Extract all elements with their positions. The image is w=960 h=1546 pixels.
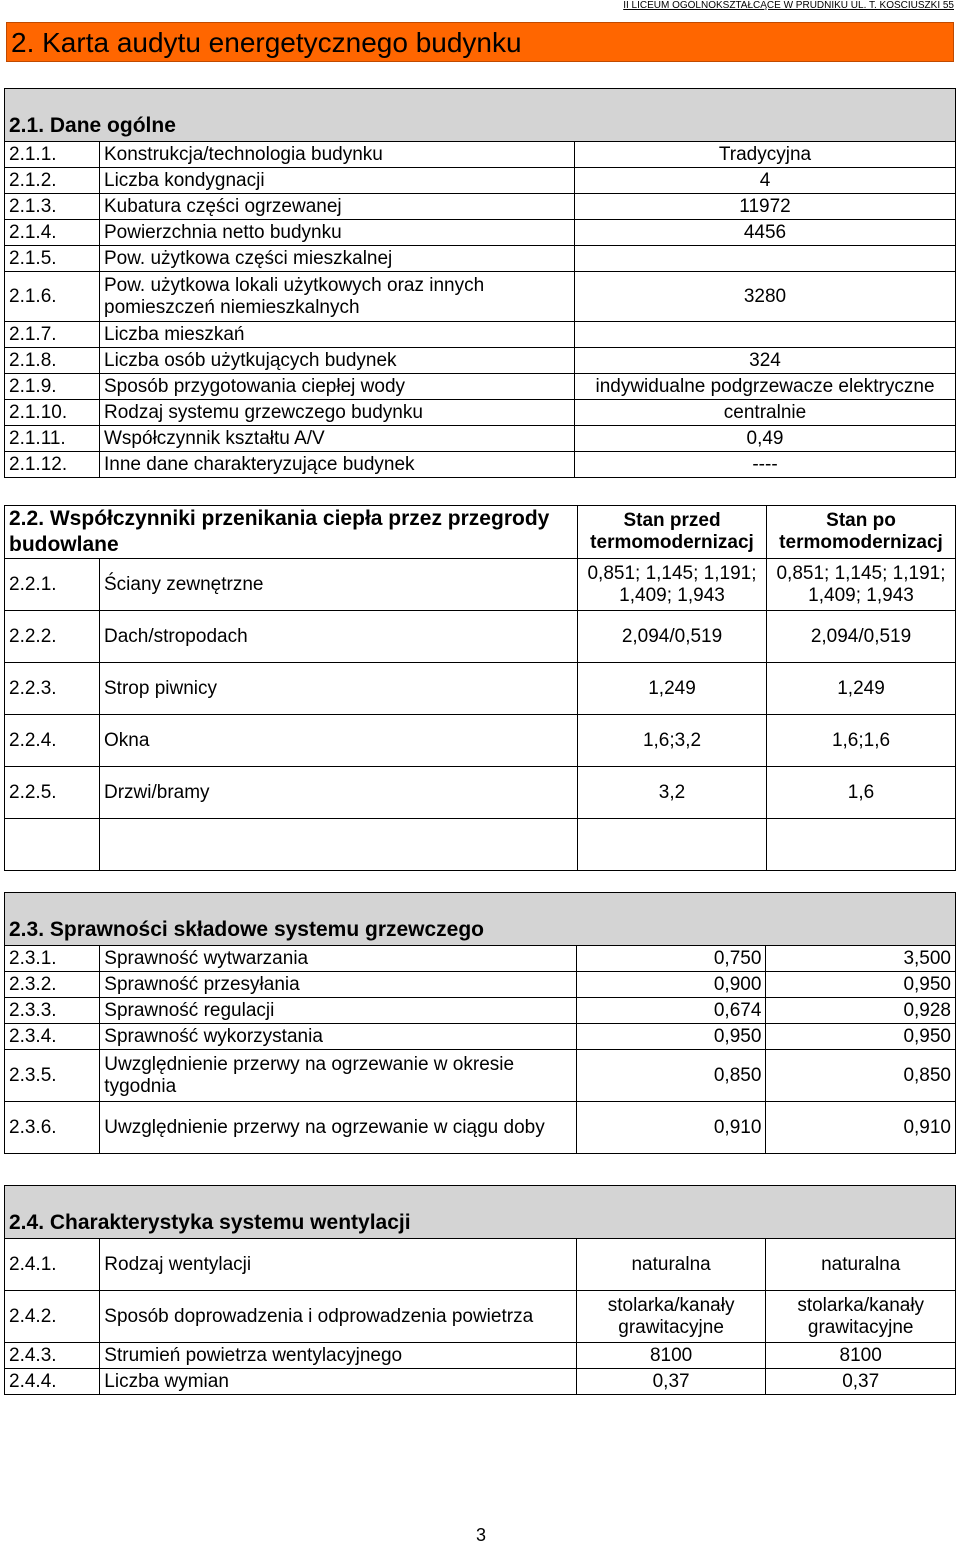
row-label: Inne dane charakteryzujące budynek (100, 452, 575, 478)
page-title: 2. Karta audytu energetycznego budynku (11, 27, 522, 58)
heat-transfer-table (4, 505, 956, 871)
empty-cell (767, 819, 956, 871)
section-title: 2.1. Dane ogólne (5, 89, 956, 142)
row-label: Dach/stropodach (100, 611, 578, 663)
value-before: 0,37 (576, 1369, 766, 1395)
value-after: 0,37 (766, 1369, 956, 1395)
row-label: Sposób przygotowania ciepłej wody (100, 374, 575, 400)
row-number: 2.2.5. (5, 767, 100, 819)
value-before: naturalna (576, 1239, 766, 1291)
row-label: Konstrukcja/technologia budynku (100, 142, 575, 168)
row-label: Powierzchnia netto budynku (100, 220, 575, 246)
row-value: 0,49 (575, 426, 956, 452)
row-number: 2.2.2. (5, 611, 100, 663)
row-number: 2.2.1. (5, 559, 100, 611)
row-label: Okna (100, 715, 578, 767)
row-label: Liczba wymian (100, 1369, 577, 1395)
value-before: 0,900 (576, 972, 766, 998)
row-number: 2.3.1. (5, 946, 100, 972)
row-label: Kubatura części ogrzewanej (100, 194, 575, 220)
row-value: 3280 (575, 272, 956, 322)
value-before: 3,2 (578, 767, 767, 819)
section-title: 2.3. Sprawności składowe systemu grzewczego (5, 893, 956, 946)
row-number: 2.3.4. (5, 1024, 100, 1050)
row-value: 4456 (575, 220, 956, 246)
ventilation-table (4, 1185, 956, 1395)
value-before: 0,674 (576, 998, 766, 1024)
row-label: Pow. użytkowa części mieszkalnej (100, 246, 575, 272)
row-number: 2.1.2. (5, 168, 100, 194)
value-before: 0,910 (576, 1102, 766, 1154)
value-after: 1,249 (767, 663, 956, 715)
row-number: 2.3.6. (5, 1102, 100, 1154)
row-number: 2.3.3. (5, 998, 100, 1024)
row-number: 2.1.9. (5, 374, 100, 400)
value-after: 0,950 (766, 972, 956, 998)
value-after: 2,094/0,519 (767, 611, 956, 663)
value-after: 1,6;1,6 (767, 715, 956, 767)
section-title: 2.4. Charakterystyka systemu wentylacji (5, 1186, 956, 1239)
value-before: 2,094/0,519 (578, 611, 767, 663)
row-value: ---- (575, 452, 956, 478)
general-data-table (4, 88, 956, 478)
row-label: Drzwi/bramy (100, 767, 578, 819)
row-label: Uwzględnienie przerwy na ogrzewanie w okresie tygodnia (100, 1050, 577, 1102)
row-number: 2.2.4. (5, 715, 100, 767)
value-after: 8100 (766, 1343, 956, 1369)
row-label: Współczynnik kształtu A/V (100, 426, 575, 452)
row-number: 2.1.6. (5, 272, 100, 322)
row-label: Pow. użytkowa lokali użytkowych oraz innych pomieszczeń niemieszkalnych (100, 272, 575, 322)
column-header-before: Stan przed termomodernizacj (578, 506, 767, 559)
row-number: 2.2.3. (5, 663, 100, 715)
row-number: 2.3.5. (5, 1050, 100, 1102)
row-label: Sposób doprowadzenia i odprowadzenia powietrza (100, 1291, 577, 1343)
value-before: 8100 (576, 1343, 766, 1369)
empty-cell (5, 819, 100, 871)
value-before: stolarka/kanały grawitacyjne (576, 1291, 766, 1343)
value-after: stolarka/kanały grawitacyjne (766, 1291, 956, 1343)
value-after: 0,850 (766, 1050, 956, 1102)
column-header-after: Stan po termomodernizacj (767, 506, 956, 559)
value-after: 0,851; 1,145; 1,191; 1,409; 1,943 (767, 559, 956, 611)
value-before: 0,851; 1,145; 1,191; 1,409; 1,943 (578, 559, 767, 611)
row-number: 2.4.3. (5, 1343, 100, 1369)
row-label: Sprawność przesyłania (100, 972, 577, 998)
value-after: 0,910 (766, 1102, 956, 1154)
value-before: 0,950 (576, 1024, 766, 1050)
row-label: Rodzaj systemu grzewczego budynku (100, 400, 575, 426)
row-number: 2.1.7. (5, 322, 100, 348)
value-before: 0,750 (576, 946, 766, 972)
empty-cell (100, 819, 578, 871)
document-header: II LICEUM OGÓLNOKSZTAŁCĄCE W PRUDNIKU UL. T. KOŚCIUSZKI 55 (623, 0, 954, 11)
value-after: 3,500 (766, 946, 956, 972)
row-number: 2.4.1. (5, 1239, 100, 1291)
row-number: 2.4.4. (5, 1369, 100, 1395)
empty-cell (578, 819, 767, 871)
row-number: 2.1.4. (5, 220, 100, 246)
title-banner (6, 22, 954, 62)
row-number: 2.1.5. (5, 246, 100, 272)
row-value (575, 322, 956, 348)
heating-efficiency-table (4, 892, 956, 1154)
value-after: naturalna (766, 1239, 956, 1291)
value-before: 0,850 (576, 1050, 766, 1102)
row-number: 2.1.12. (5, 452, 100, 478)
row-number: 2.4.2. (5, 1291, 100, 1343)
row-label: Uwzględnienie przerwy na ogrzewanie w ciągu doby (100, 1102, 577, 1154)
row-label: Liczba osób użytkujących budynek (100, 348, 575, 374)
row-number: 2.1.10. (5, 400, 100, 426)
row-value: 4 (575, 168, 956, 194)
row-value: centralnie (575, 400, 956, 426)
row-value: 324 (575, 348, 956, 374)
row-label: Ściany zewnętrzne (100, 559, 578, 611)
row-number: 2.1.11. (5, 426, 100, 452)
row-label: Sprawność wykorzystania (100, 1024, 577, 1050)
row-number: 2.1.8. (5, 348, 100, 374)
row-label: Sprawność regulacji (100, 998, 577, 1024)
value-before: 1,249 (578, 663, 767, 715)
row-label: Strop piwnicy (100, 663, 578, 715)
row-value: Tradycyjna (575, 142, 956, 168)
value-after: 0,950 (766, 1024, 956, 1050)
value-before: 1,6;3,2 (578, 715, 767, 767)
row-label: Liczba mieszkań (100, 322, 575, 348)
value-after: 0,928 (766, 998, 956, 1024)
row-number: 2.1.1. (5, 142, 100, 168)
row-label: Liczba kondygnacji (100, 168, 575, 194)
value-after: 1,6 (767, 767, 956, 819)
row-number: 2.3.2. (5, 972, 100, 998)
row-label: Sprawność wytwarzania (100, 946, 577, 972)
row-number: 2.1.3. (5, 194, 100, 220)
row-value: 11972 (575, 194, 956, 220)
row-value (575, 246, 956, 272)
row-value: indywidualne podgrzewacze elektryczne (575, 374, 956, 400)
row-label: Rodzaj wentylacji (100, 1239, 577, 1291)
section-title: 2.2. Współczynniki przenikania ciepła przez przegrody budowlane (5, 506, 578, 559)
page-number: 3 (476, 1525, 487, 1545)
row-label: Strumień powietrza wentylacyjnego (100, 1343, 577, 1369)
